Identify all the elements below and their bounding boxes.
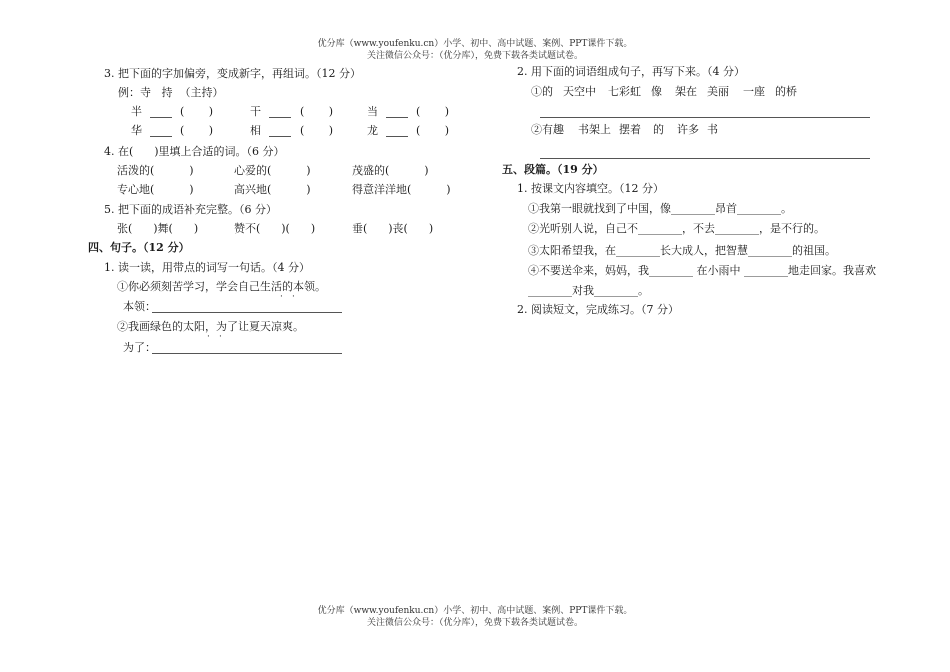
q4-item-6[interactable]: 得意洋洋地( ) bbox=[352, 183, 451, 196]
word: ②有趣 bbox=[531, 123, 564, 136]
emphasis-dot: · bbox=[207, 332, 210, 342]
q3-blank-2[interactable] bbox=[269, 117, 291, 118]
word: 书 bbox=[707, 123, 718, 136]
header-line-1: 优分库（www.youfenku.cn）小学、初中、高中试题、案例、PPT课件下载。 bbox=[317, 39, 633, 49]
footer-line-2: 关注微信公众号：（优分库），免费下载各类试题试卷。 bbox=[366, 618, 583, 628]
q3-paren-5[interactable]: ( ) bbox=[300, 124, 334, 137]
word: 的 bbox=[653, 123, 664, 136]
word: 架在 bbox=[675, 85, 697, 98]
q3-example: 例：寺 持 （主持） bbox=[118, 86, 224, 99]
fill-2[interactable]: ②光听别人说，自己不________，不去________，是不行的。 bbox=[528, 222, 825, 235]
s5-q1-title: 1. 按课文内容填空。（12 分） bbox=[517, 182, 664, 195]
q3-blank-4[interactable] bbox=[150, 136, 172, 137]
s4-sentence-1: ①你必须刻苦学习，学会自己生活的本领。 bbox=[117, 280, 326, 293]
fill-1[interactable]: ①我第一眼就找到了中国，像________昂首________。 bbox=[528, 202, 792, 215]
q2-answer-line-1[interactable] bbox=[540, 117, 870, 118]
q3-blank-3[interactable] bbox=[386, 117, 408, 118]
fill-4b[interactable]: ________对我________。 bbox=[528, 284, 649, 297]
emphasis-dot: · bbox=[280, 292, 283, 302]
section4-title: 四、句子。（12 分） bbox=[88, 241, 190, 254]
word: 的桥 bbox=[775, 85, 797, 98]
word: 许多 bbox=[677, 123, 699, 136]
q2-title: 2. 用下面的词语组成句子，再写下来。（4 分） bbox=[517, 65, 745, 78]
q3-char-5: 相 bbox=[250, 124, 261, 137]
q3-paren-3[interactable]: ( ) bbox=[416, 105, 450, 118]
q3-blank-6[interactable] bbox=[386, 136, 408, 137]
q3-blank-5[interactable] bbox=[269, 136, 291, 137]
emphasis-dot: · bbox=[292, 292, 295, 302]
word: 摆着 bbox=[619, 123, 641, 136]
s4-label-2: 为了： bbox=[123, 341, 156, 354]
q4-item-4[interactable]: 专心地( ) bbox=[117, 183, 194, 196]
q4-item-3[interactable]: 茂盛的( ) bbox=[352, 164, 429, 177]
fill-3[interactable]: ③太阳希望我，在________长大成人，把智慧________的祖国。 bbox=[528, 244, 836, 257]
q5-idiom-3[interactable]: 垂( )丧( ) bbox=[352, 222, 434, 235]
q2-answer-line-2[interactable] bbox=[540, 158, 870, 159]
s4-label-1: 本领： bbox=[123, 300, 156, 313]
word: 一座 bbox=[743, 85, 765, 98]
s4-q1-title: 1. 读一读，用带点的词写一句话。（4 分） bbox=[104, 261, 310, 274]
q3-paren-2[interactable]: ( ) bbox=[300, 105, 334, 118]
q5-idiom-2[interactable]: 赞不( )( ) bbox=[234, 222, 316, 235]
emphasis-dot: · bbox=[219, 332, 222, 342]
fill-4a[interactable]: ④不要送伞来，妈妈，我________ 在小雨中 ________地走回家。我喜欢 bbox=[528, 264, 876, 277]
q3-char-2: 干 bbox=[250, 105, 261, 118]
q3-char-4: 华 bbox=[131, 124, 142, 137]
q4-item-1[interactable]: 活泼的( ) bbox=[117, 164, 194, 177]
s4-answer-line-1[interactable] bbox=[152, 312, 342, 313]
q4-title: 4. 在( )里填上合适的词。（6 分） bbox=[104, 145, 285, 158]
s5-q2-title: 2. 阅读短文，完成练习。（7 分） bbox=[517, 303, 679, 316]
header-line-2: 关注微信公众号：（优分库），免费下载各类试题试卷。 bbox=[366, 51, 583, 61]
q3-title: 3. 把下面的字加偏旁，变成新字，再组词。（12 分） bbox=[104, 67, 361, 80]
q5-title: 5. 把下面的成语补充完整。（6 分） bbox=[104, 203, 277, 216]
s4-answer-line-2[interactable] bbox=[152, 353, 342, 354]
word: 美丽 bbox=[707, 85, 729, 98]
word: 天空中 bbox=[563, 85, 596, 98]
word: 像 bbox=[651, 85, 662, 98]
q3-paren-4[interactable]: ( ) bbox=[180, 124, 214, 137]
q3-char-1: 半 bbox=[131, 105, 142, 118]
word: 书架上 bbox=[578, 123, 611, 136]
q4-item-5[interactable]: 高兴地( ) bbox=[234, 183, 311, 196]
word: 七彩虹 bbox=[608, 85, 641, 98]
footer-line-1: 优分库（www.youfenku.cn）小学、初中、高中试题、案例、PPT课件下载。 bbox=[317, 606, 633, 616]
q3-char-6: 龙 bbox=[367, 124, 378, 137]
q3-paren-1[interactable]: ( ) bbox=[180, 105, 214, 118]
s4-sentence-2: ②我画绿色的太阳，为了让夏天凉爽。 bbox=[117, 320, 304, 333]
q4-item-2[interactable]: 心爱的( ) bbox=[234, 164, 311, 177]
q5-idiom-1[interactable]: 张( )舞( ) bbox=[117, 222, 199, 235]
q3-char-3: 当 bbox=[367, 105, 378, 118]
word: ①的 bbox=[531, 85, 553, 98]
q3-paren-6[interactable]: ( ) bbox=[416, 124, 450, 137]
q3-blank-1[interactable] bbox=[150, 117, 172, 118]
section5-title: 五、段篇。（19 分） bbox=[502, 163, 604, 176]
